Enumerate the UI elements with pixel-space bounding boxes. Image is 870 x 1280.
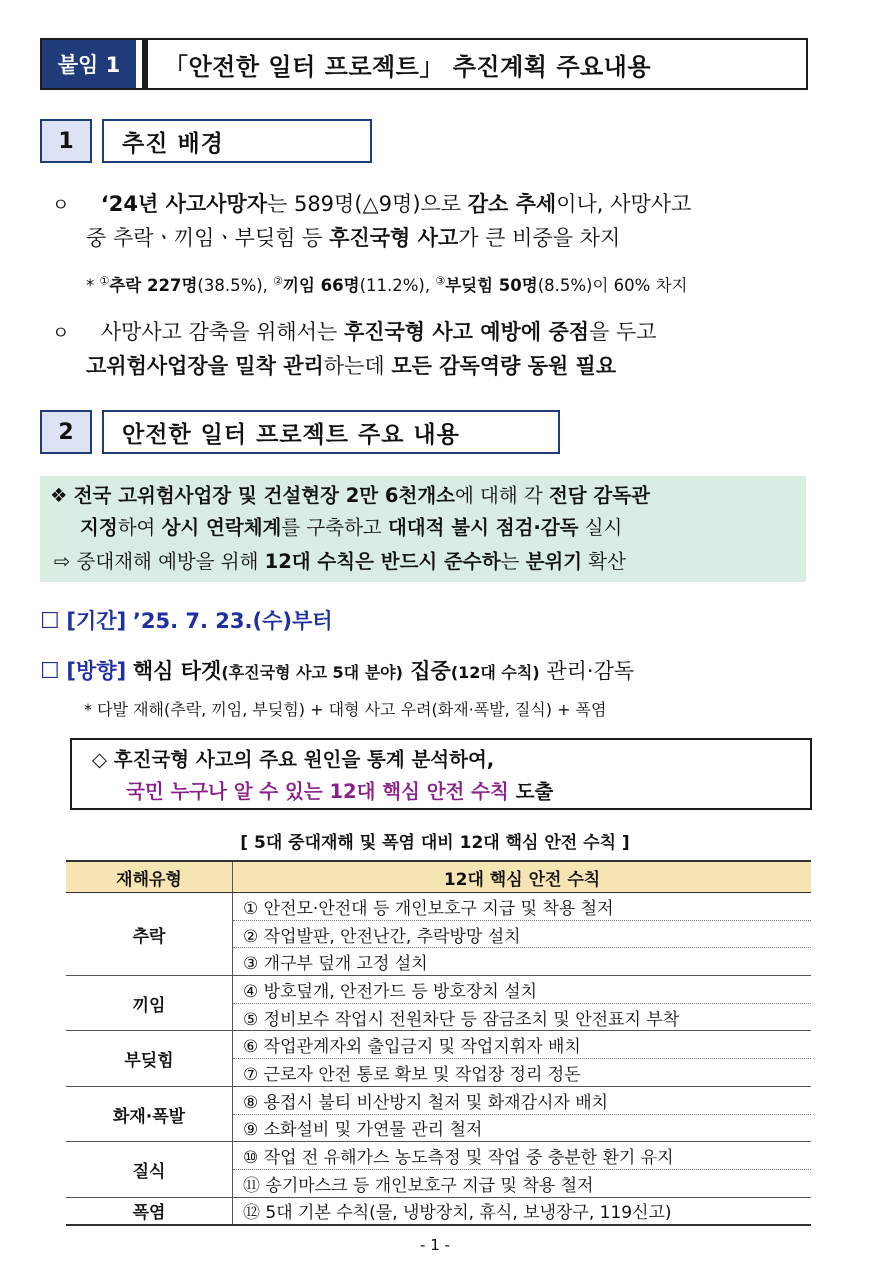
text: 사망사고 감축을 위해서는: [100, 320, 344, 344]
text: 관리·감독: [539, 659, 635, 683]
background-bullet-2-line-2: [86, 350, 616, 382]
safety-rule-cell: ⑥ 작업관계자외 출입금지 및 작업지휘자 배치: [233, 1031, 812, 1059]
disaster-type-cell: 추락: [66, 893, 233, 976]
key-finding-line-2: [92, 776, 810, 808]
text-bold-small: (12대 수칙): [450, 663, 540, 682]
highlight-line-3: [54, 546, 626, 578]
document-title: 「안전한 일터 프로젝트」 추진계획 주요내용: [164, 52, 652, 81]
section-1-number: 1: [40, 119, 92, 163]
direction-item: [40, 655, 634, 689]
note-index: ③: [435, 274, 446, 288]
table-row: [66, 1086, 811, 1114]
table-row: [66, 893, 811, 921]
table-caption: [ 5대 중대재해 및 폭염 대비 12대 핵심 안전 수칙 ]: [240, 833, 630, 853]
highlight-line-2: [80, 512, 622, 544]
column-header-type: 재해유형: [66, 861, 233, 893]
text: 실시: [578, 516, 623, 539]
safety-rules-table: [66, 860, 811, 1226]
text: 하여: [117, 516, 162, 539]
note-index: ①: [99, 274, 110, 288]
bullet-marker: ㅇ: [52, 195, 70, 216]
diamond-outline-icon: ◇: [92, 748, 107, 771]
key-finding-box: [70, 738, 812, 810]
text-bold: 상시 연락체계: [161, 516, 282, 539]
text: 가 큰 비중을 차지: [458, 226, 621, 250]
text: 를 구축하고: [281, 516, 388, 539]
arrow-right-icon: ⇨: [54, 550, 71, 573]
text-bold: 고위험사업장을 밀착 관리: [86, 354, 324, 378]
background-bullet-1-line-2: [86, 222, 620, 254]
text-bold: 끼임 66명: [283, 276, 360, 295]
background-bullet-2-line-1: [52, 316, 657, 350]
text: (38.5%),: [197, 276, 274, 295]
section-2-number: 2: [40, 410, 92, 454]
highlight-line-1: [50, 480, 650, 512]
checkbox-square-icon: ☐: [40, 659, 60, 684]
table-header-row: [66, 861, 811, 893]
safety-rule-cell: ④ 방호덮개, 안전가드 등 방호장치 설치: [233, 976, 812, 1004]
text: 중대재해 예방을 위해: [70, 550, 265, 573]
disaster-type-cell: 폭염: [66, 1197, 233, 1225]
disaster-type-cell: 끼임: [66, 976, 233, 1031]
disaster-type-cell: 부딪힘: [66, 1031, 233, 1086]
safety-rule-cell: ⑤ 정비보수 작업시 전원차단 등 잠금조치 및 안전표지 부착: [233, 1003, 812, 1031]
text: (11.2%),: [359, 276, 436, 295]
safety-rule-cell: ⑩ 작업 전 유해가스 농도측정 및 작업 중 충분한 환기 유지: [233, 1142, 812, 1170]
text-highlight: 국민 누구나 알 수 있는 12대 핵심 안전 수칙: [126, 780, 509, 803]
text-bold: ‘24년 사고사망자: [100, 192, 267, 216]
document-title-bar: [40, 38, 808, 90]
section-2-title: 안전한 일터 프로젝트 주요 내용: [102, 410, 560, 454]
text-bold: 전담 감독관: [548, 484, 650, 507]
column-header-rules: 12대 핵심 안전 수칙: [233, 861, 812, 893]
text-bold: 집중: [402, 659, 451, 683]
disaster-type-cell: 화재·폭발: [66, 1086, 233, 1141]
statistics-note: [86, 272, 687, 296]
background-bullet-1-line-1: [52, 188, 691, 222]
text: 중 추락ㆍ끼임ㆍ부딪힘 등: [86, 226, 330, 250]
text: 을 두고: [589, 320, 657, 344]
text-bold: 전국 고위험사업장 및 건설현장 2만 6천개소: [73, 484, 455, 507]
text: 는: [500, 550, 526, 573]
safety-rule-cell: ⑨ 소화설비 및 가연물 관리 철저: [233, 1114, 812, 1142]
section-1-heading: [40, 119, 372, 163]
text-bold-small: (후진국형 사고 5대 분야): [221, 663, 403, 682]
disaster-type-cell: 질식: [66, 1142, 233, 1197]
safety-rule-cell: ② 작업발판, 안전난간, 추락방망 설치: [233, 920, 812, 948]
section-1-title: 추진 배경: [102, 119, 372, 163]
table-row: [66, 976, 811, 1004]
table-row: [66, 1031, 811, 1059]
text-bold: 지정: [80, 516, 118, 539]
direction-label: [방향]: [66, 659, 127, 683]
text-bold: 핵심 타겟: [132, 659, 222, 683]
period-item: [40, 605, 333, 638]
text-bold: 분위기: [525, 550, 583, 573]
text: (8.5%)이 60% 차지: [537, 276, 688, 295]
text: 에 대해 각: [455, 484, 549, 507]
section-2-heading: [40, 410, 560, 454]
checkbox-square-icon: ☐: [40, 609, 60, 634]
diamond-bullet-icon: ❖: [50, 484, 68, 507]
safety-rule-cell: ⑧ 용접시 불티 비산방지 철저 및 화재감시자 배치: [233, 1086, 812, 1114]
attachment-tag: 붙임 1: [42, 40, 142, 88]
safety-rule-cell: ① 안전모·안전대 등 개인보호구 지급 및 착용 철저: [233, 893, 812, 921]
table-row: [66, 1142, 811, 1170]
direction-note: * 다발 재해(추락, 끼임, 부딪힘) + 대형 사고 우려(화재·폭발, 질식) + 폭염: [84, 700, 607, 719]
text-bold: 12대 수칙은 반드시 준수하: [264, 550, 501, 573]
safety-rule-cell: ⑫ 5대 기본 수칙(물, 냉방장치, 휴식, 보냉장구, 119신고): [233, 1197, 812, 1225]
text-bold: 감소 추세: [467, 192, 557, 216]
text-bold: 부딪힘 50명: [445, 276, 538, 295]
text-bold: 추락 227명: [109, 276, 198, 295]
text-bold: 후진국형 사고 예방에 중점: [343, 320, 590, 344]
text: 는 589명(△9명)으로: [267, 192, 468, 216]
highlight-box: [40, 476, 806, 582]
text: 확산: [582, 550, 626, 573]
safety-rule-cell: ⑦ 근로자 안전 통로 확보 및 작업장 정리 정돈: [233, 1059, 812, 1087]
text-bold: 모든 감독역량 동원 필요: [391, 354, 617, 378]
note-index: ②: [273, 274, 284, 288]
text-bold: 후진국형 사고: [329, 226, 459, 250]
text-bold: 후진국형 사고의 주요 원인을 통계 분석하여,: [113, 748, 495, 771]
key-finding-line-1: [92, 744, 810, 776]
table-row: [66, 1197, 811, 1225]
text-bold: 대대적 불시 점검·감독: [387, 516, 579, 539]
text-bold: 도출: [508, 780, 554, 803]
safety-rule-cell: ③ 개구부 덮개 고정 설치: [233, 948, 812, 976]
text: 하는데: [323, 354, 392, 378]
period-text: ’25. 7. 23.(수)부터: [132, 609, 333, 633]
text: 이나, 사망사고: [556, 192, 692, 216]
period-label: [기간]: [66, 609, 127, 633]
bullet-marker: ㅇ: [52, 323, 70, 344]
page-number: - 1 -: [420, 1236, 450, 1254]
safety-rule-cell: ⑪ 송기마스크 등 개인보호구 지급 및 착용 철저: [233, 1169, 812, 1197]
note-marker: *: [86, 276, 95, 295]
